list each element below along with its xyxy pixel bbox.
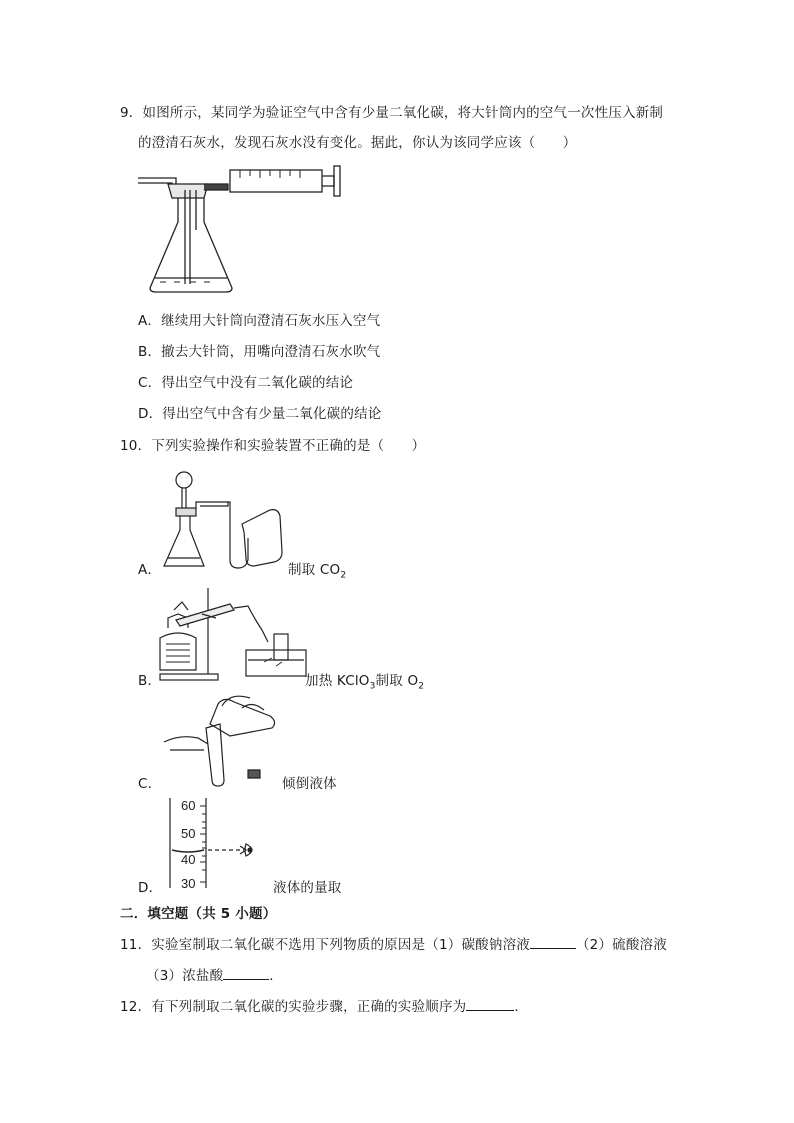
q10-a-letter[interactable]: A． <box>138 562 162 578</box>
q9-stem-line2: 的澄清石灰水，发现石灰水没有变化。据此，你认为该同学应该（ ） <box>138 135 577 151</box>
q9-option-a[interactable]: A．继续用大针筒向澄清石灰水压入空气 <box>138 313 381 329</box>
q10-b-kclo3-heating-figure <box>150 588 310 684</box>
q12-line <box>120 998 528 1016</box>
q9-stem-line1: 9．如图所示，某同学为验证空气中含有少量二氧化碳，将大针筒内的空气一次性压入新制 <box>120 105 664 121</box>
q11-blank-1[interactable] <box>530 936 576 949</box>
q10-b-letter[interactable]: B． <box>138 673 162 689</box>
q10-d-scale-50: 50 <box>181 826 196 841</box>
q10-c-caption: 倾倒液体 <box>282 776 337 792</box>
q11-line1-part1: 11．实验室制取二氧化碳不选用下列物质的原因是（1）碳酸钠溶液 <box>120 937 530 953</box>
q10-stem: 10．下列实验操作和实验装置不正确的是（ ） <box>120 438 426 454</box>
q10-b-caption <box>305 672 424 696</box>
q10-a-caption <box>288 561 346 585</box>
q9-option-b[interactable]: B．撤去大针筒，用嘴向澄清石灰水吹气 <box>138 344 381 360</box>
q11-line1 <box>120 936 667 954</box>
q10-c-pouring-liquid-figure <box>160 694 286 788</box>
q10-a-co2-apparatus-figure <box>158 468 288 578</box>
q10-d-scale-40: 40 <box>181 852 196 867</box>
q10-d-letter[interactable]: D． <box>138 880 163 896</box>
q11-line2-part1: （3）浓盐酸 <box>146 968 224 984</box>
q12-text: 12．有下列制取二氧化碳的实验步骤，正确的实验顺序为 <box>120 999 467 1015</box>
q10-d-scale-60: 60 <box>181 798 196 813</box>
q10-d-graduated-cylinder-figure <box>164 798 264 892</box>
q11-line1-part2: （2）硫酸溶液 <box>575 937 667 953</box>
q9-option-c[interactable]: C．得出空气中没有二氧化碳的结论 <box>138 375 354 391</box>
q10-b-caption-subscript-1: 3 <box>369 681 376 692</box>
q11-line2-part2: ． <box>269 968 283 984</box>
q11-line2 <box>146 967 283 985</box>
q10-b-caption-text: 加热 KClO <box>305 673 370 689</box>
section-title-fill-in: 二．填空题（共 5 小题） <box>120 906 277 922</box>
q12-blank[interactable] <box>466 998 514 1011</box>
q12-end: ． <box>514 999 529 1015</box>
q10-c-letter[interactable]: C． <box>138 776 162 792</box>
q10-b-caption-mid: 制取 O <box>375 673 419 689</box>
q10-a-caption-text: 制取 CO <box>288 562 341 578</box>
q10-b-caption-subscript-2: 2 <box>418 681 425 692</box>
q10-d-caption: 液体的量取 <box>273 880 342 896</box>
q10-d-scale-30: 30 <box>181 876 196 891</box>
q9-flask-syringe-figure <box>138 160 358 300</box>
q9-option-d[interactable]: D．得出空气中含有少量二氧化碳的结论 <box>138 406 382 422</box>
q10-a-caption-subscript: 2 <box>340 570 347 581</box>
q11-blank-3[interactable] <box>223 967 269 980</box>
